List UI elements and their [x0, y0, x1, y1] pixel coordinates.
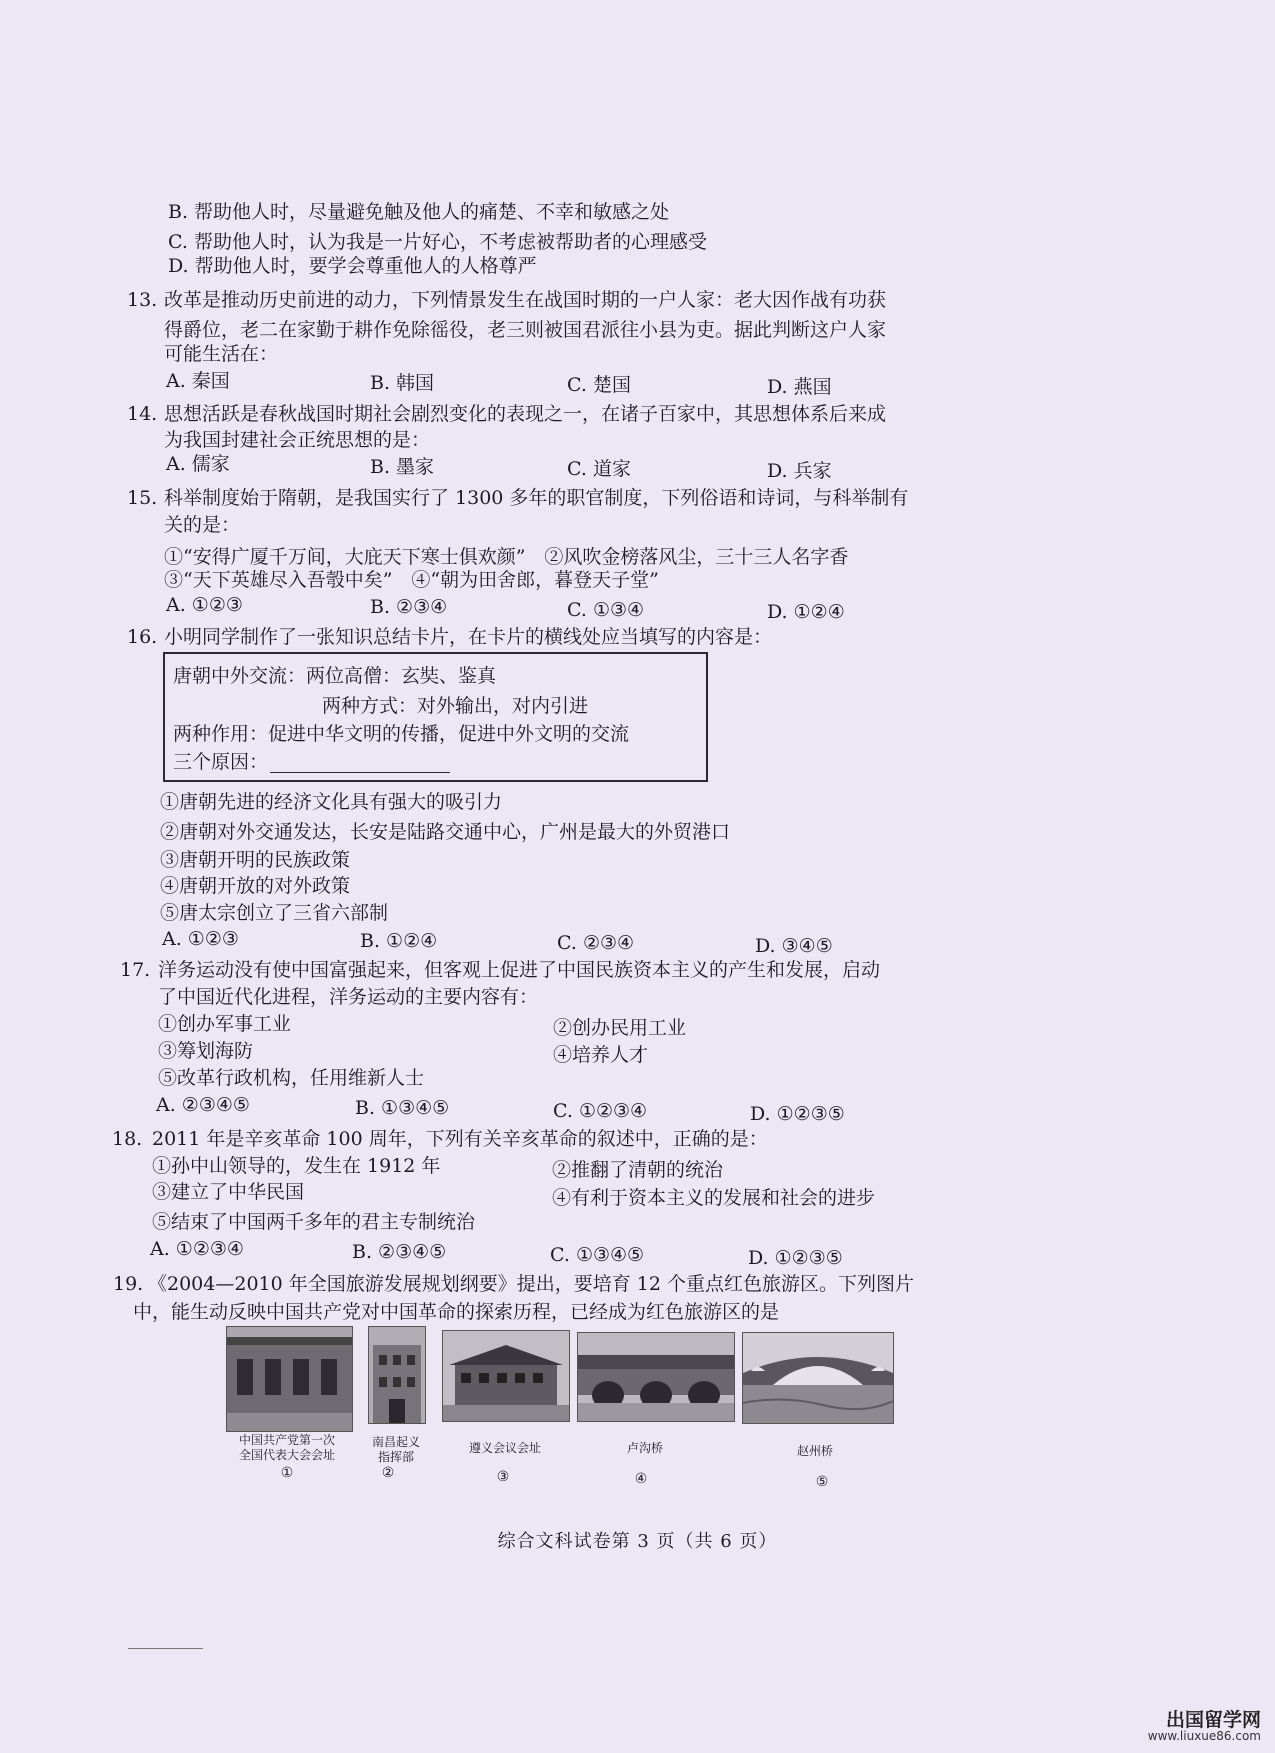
card-line: 两种作用：促进中华文明的传播，促进中外文明的交流 [173, 723, 630, 745]
q17-option-c: C. ①②③④ [553, 1100, 648, 1122]
q13-option-b: B. 韩国 [370, 372, 435, 394]
knowledge-card [163, 652, 708, 782]
q13-option-d: D. 燕国 [767, 376, 832, 398]
photo-mark: ① [280, 1465, 294, 1481]
q13-line: 改革是推动历史前进的动力，下列情景发生在战国时期的一户人家：老大因作战有功获 [164, 289, 887, 311]
q14-option-b: B. 墨家 [370, 456, 435, 478]
q14-line: 思想活跃是春秋战国时期社会剧烈变化的表现之一，在诸子百家中，其思想体系后来成 [164, 403, 887, 425]
photo-lugou-bridge [577, 1332, 735, 1422]
q16-item: ④唐朝开放的对外政策 [160, 875, 351, 897]
q15-line: 科举制度始于隋朝，是我国实行了 1300 多年的职官制度，下列俗语和诗词，与科举制有 [164, 487, 909, 509]
photo-caption: 遵义会议会址 [468, 1441, 541, 1455]
q18-number: 18. [112, 1128, 143, 1150]
q16-option-c: C. ②③④ [557, 932, 635, 954]
q18-line: 2011 年是辛亥革命 100 周年，下列有关辛亥革命的叙述中，正确的是： [152, 1128, 768, 1150]
watermark-url: www.liuxue86.com [1147, 1729, 1261, 1743]
q17-item: ④培养人才 [553, 1044, 649, 1066]
q17-item: ③筹划海防 [158, 1040, 254, 1062]
photo-caption: 全国代表大会会址 [238, 1448, 335, 1462]
photo-caption: 卢沟桥 [626, 1441, 663, 1455]
photo-caption: 中国共产党第一次 [238, 1433, 335, 1447]
q14-line: 为我国封建社会正统思想的是： [164, 429, 431, 451]
q15-line: 关的是： [164, 514, 241, 536]
q13-line: 可能生活在： [164, 343, 279, 365]
q12-option-d: D. 帮助他人时，要学会尊重他人的人格尊严 [168, 255, 537, 277]
q17-number: 17. [120, 959, 151, 981]
q17-item: ②创办民用工业 [553, 1017, 687, 1039]
q14-number: 14. [127, 403, 158, 425]
photo-nanchang-uprising-hq [368, 1326, 426, 1424]
photo-caption: 赵州桥 [796, 1444, 833, 1458]
q13-option-a: A. 秦国 [166, 370, 230, 392]
q18-option-d: D. ①②③⑤ [748, 1247, 843, 1269]
q15-option-d: D. ①②④ [767, 601, 845, 623]
q15-option-a: A. ①②③ [166, 594, 243, 616]
watermark-name: 出国留学网 [1165, 1709, 1261, 1731]
q18-item: ③建立了中华民国 [152, 1181, 305, 1203]
photo-mark: ② [381, 1465, 395, 1481]
q18-option-a: A. ①②③④ [150, 1238, 244, 1260]
q17-item: ①创办军事工业 [158, 1013, 292, 1035]
q15-number: 15. [127, 487, 158, 509]
pen-mark [128, 1648, 203, 1649]
q19-line: 中，能生动反映中国共产党对中国革命的探索历程，已经成为红色旅游区的是 [133, 1301, 780, 1323]
q15-option-c: C. ①③④ [567, 599, 645, 621]
q16-number: 16. [127, 626, 158, 648]
q18-option-b: B. ②③④⑤ [352, 1241, 447, 1263]
q16-item: ⑤唐太宗创立了三省六部制 [160, 902, 389, 924]
q12-option-c: C. 帮助他人时，认为我是一片好心，不考虑被帮助者的心理感受 [168, 231, 707, 253]
q14-option-c: C. 道家 [567, 458, 631, 480]
q18-item: ②推翻了清朝的统治 [552, 1159, 724, 1181]
photo-caption: 南昌起义 [371, 1435, 420, 1449]
q18-item: ①孙中山领导的，发生在 1912 年 [152, 1155, 441, 1177]
q18-item: ④有利于资本主义的发展和社会的进步 [552, 1187, 876, 1209]
q13-number: 13. [127, 289, 158, 311]
q17-option-a: A. ②③④⑤ [156, 1094, 250, 1116]
photo-mark: ⑤ [815, 1474, 829, 1490]
q16-option-d: D. ③④⑤ [755, 935, 833, 957]
watermark [1147, 1709, 1261, 1744]
photo-mark: ④ [634, 1471, 648, 1487]
q18-option-c: C. ①③④⑤ [550, 1244, 645, 1266]
q19-line: 《2004—2010 年全国旅游发展规划纲要》提出，要培育 12 个重点红色旅游区。下列图片 [148, 1273, 915, 1295]
q14-option-d: D. 兵家 [767, 460, 832, 482]
q17-option-b: B. ①③④⑤ [355, 1097, 450, 1119]
photo-zunyi-conference-site [442, 1330, 570, 1422]
q17-line: 洋务运动没有使中国富强起来，但客观上促进了中国民族资本主义的产生和发展，启动 [158, 959, 881, 981]
q13-line: 得爵位，老二在家勤于耕作免除徭役，老三则被国君派往小县为吏。据此判断这户人家 [164, 319, 887, 341]
q16-line: 小明同学制作了一张知识总结卡片，在卡片的横线处应当填写的内容是： [164, 626, 773, 648]
photo-first-congress-site [226, 1326, 353, 1432]
card-line: 两种方式：对外输出，对内引进 [322, 695, 589, 717]
q16-item: ③唐朝开明的民族政策 [160, 849, 351, 871]
q16-option-b: B. ①②④ [360, 930, 438, 952]
q15-item: ①“安得广厦千万间，大庇天下寒士俱欢颜” ②风吹金榜落风尘，三十三人名字香 [164, 546, 849, 568]
photo-zhaozhou-bridge [742, 1332, 894, 1424]
card-line: 三个原因： [173, 751, 269, 773]
q15-item: ③“天下英雄尽入吾彀中矣” ④“朝为田舍郎，暮登天子堂” [164, 569, 659, 591]
q19-number: 19. [113, 1273, 144, 1295]
q16-item: ②唐朝对外交通发达，长安是陆路交通中心，广州是最大的外贸港口 [160, 821, 731, 843]
q12-option-b: B. 帮助他人时，尽量避免触及他人的痛楚、不幸和敏感之处 [168, 201, 670, 223]
q16-item: ①唐朝先进的经济文化具有强大的吸引力 [160, 791, 503, 813]
q18-item: ⑤结束了中国两千多年的君主专制统治 [152, 1211, 476, 1233]
q17-option-d: D. ①②③⑤ [750, 1103, 845, 1125]
fill-in-blank [270, 772, 450, 773]
q17-item: ⑤改革行政机构，任用维新人士 [158, 1067, 425, 1089]
q14-option-a: A. 儒家 [166, 453, 230, 475]
photo-caption: 指挥部 [377, 1450, 414, 1464]
photo-mark: ③ [496, 1469, 510, 1485]
q13-option-c: C. 楚国 [567, 374, 631, 396]
card-line: 唐朝中外交流：两位高僧：玄奘、鉴真 [173, 665, 497, 687]
page-footer: 综合文科试卷第 3 页（共 6 页） [497, 1531, 778, 1552]
q16-option-a: A. ①②③ [162, 928, 239, 950]
q17-line: 了中国近代化进程，洋务运动的主要内容有： [158, 986, 539, 1008]
q15-option-b: B. ②③④ [370, 596, 448, 618]
